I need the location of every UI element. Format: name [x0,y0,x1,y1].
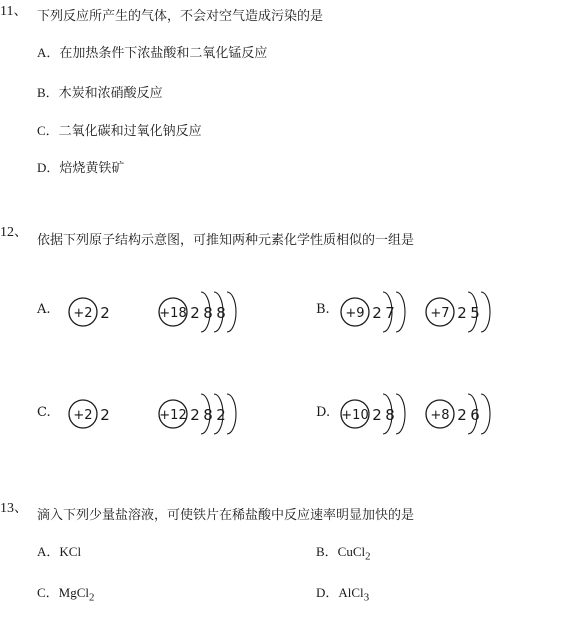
shell-electron-count: 8 [203,304,213,322]
nucleus-charge: +7 [430,306,450,321]
question-number: 11、 [0,4,28,19]
shell-electron-count: 2 [190,406,200,424]
option-text: 木炭和浓硝酸反应 [58,86,163,101]
nucleus-charge: +10 [341,408,369,423]
shell-electron-count: 2 [100,406,110,424]
atom-diagram [426,394,490,434]
electron-shell-arc [396,292,405,332]
option-d: D. [316,405,331,420]
shell-electron-count: 5 [470,304,480,322]
shell-electron-count: 2 [372,304,382,322]
atom-diagram [69,298,110,326]
nucleus-charge: +2 [73,306,93,321]
shell-electron-count: 8 [203,406,213,424]
atom-diagram [159,292,236,332]
shell-electron-count: 2 [100,304,110,322]
option-letter: B． [316,544,338,559]
option-d [316,582,369,604]
shell-electron-count: 2 [457,304,467,322]
shell-electron-count: 8 [216,304,226,322]
atom-diagram [341,292,405,332]
atom-diagram [341,394,405,434]
option-letter: C． [37,585,59,600]
option-letter: A． [37,544,60,559]
shell-electron-count: 2 [372,406,382,424]
option-a: A. [37,302,51,317]
nucleus-charge: +9 [345,306,365,321]
option-c [37,582,94,604]
question-stem: 依据下列原子结构示意图，可推知两种元素化学性质相似的一组是 [37,233,415,248]
option-letter: D． [316,585,339,600]
option-text: 焙烧黄铁矿 [59,161,125,176]
option-text: 在加热条件下浓盐酸和二氧化锰反应 [59,46,268,61]
nucleus-charge: +18 [159,306,187,321]
nucleus-charge: +8 [430,408,450,423]
formula-subscript: 2 [89,591,95,604]
nucleus-charge: +2 [73,408,93,423]
option-letter: D． [37,160,60,175]
formula-subscript: 3 [363,591,370,604]
shell-electron-count: 2 [457,406,467,424]
option-text: 二氧化碳和过氧化钠反应 [58,124,202,139]
option-letter: A． [37,45,60,60]
question-number: 12、 [0,225,28,240]
nucleus-charge: +12 [159,408,187,423]
atom-diagram [69,400,110,428]
formula [59,544,81,559]
formula-base: CuCl [337,544,366,559]
electron-shell-arc [227,292,236,332]
formula-base: KCl [59,544,82,559]
option-a [37,541,81,563]
formula-base: AlCl [338,585,364,600]
formula [338,585,370,604]
shell-electron-count: 8 [385,406,395,424]
question-stem: 下列反应所产生的气体，不会对空气造成污染的是 [37,9,324,24]
shell-electron-count: 2 [216,406,226,424]
formula-subscript: 2 [365,550,371,563]
atom-diagram [426,292,490,332]
formula [337,544,371,563]
electron-shell-arc [481,292,490,332]
electron-shell-arc [396,394,405,434]
option-letter: B． [37,85,59,100]
option-b: B. [316,302,330,317]
atom-diagram [159,394,236,434]
option-c: C. [37,405,51,420]
formula-base: MgCl [58,585,90,600]
electron-shell-arc [227,394,236,434]
question-stem: 滴入下列少量盐溶液，可使铁片在稀盐酸中反应速率明显加快的是 [37,508,415,523]
shell-electron-count: 7 [385,304,395,322]
formula [58,585,95,604]
option-letter: C． [37,123,59,138]
electron-shell-arc [481,394,490,434]
shell-electron-count: 6 [470,406,480,424]
option-b [316,541,371,563]
question-number: 13、 [0,501,28,516]
shell-electron-count: 2 [190,304,200,322]
